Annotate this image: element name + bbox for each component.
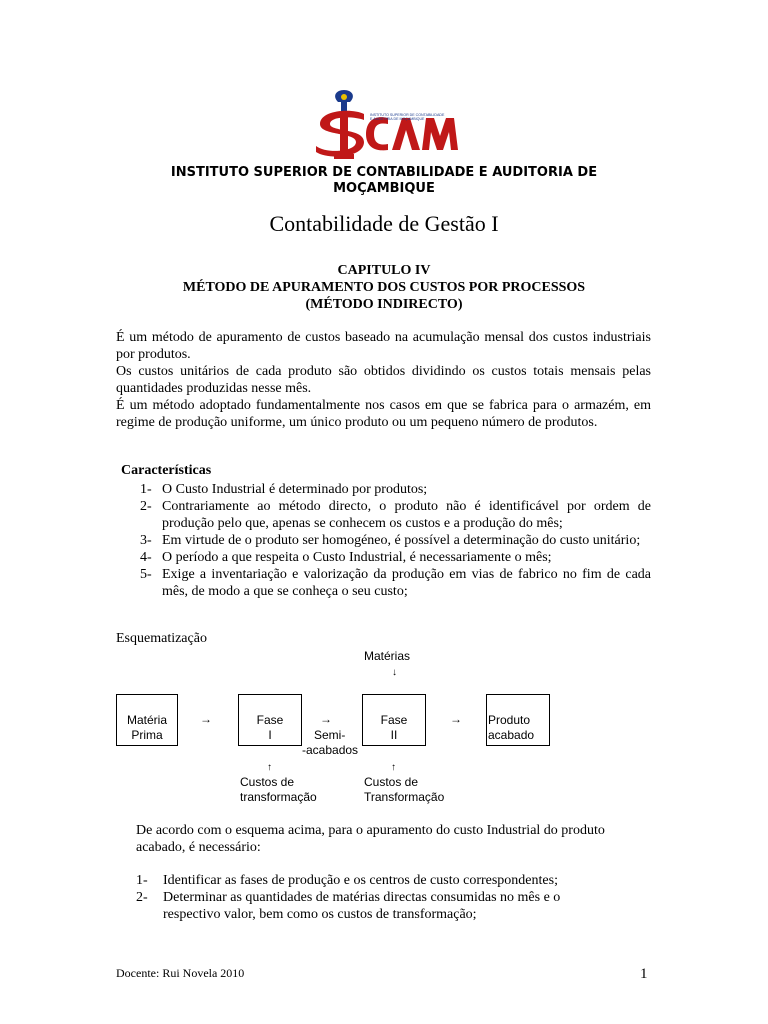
item-text: O Custo Industrial é determinado por produtos; — [162, 482, 428, 497]
item-text: O período a que respeita o Custo Industrial, é necessariamente o mês; — [162, 550, 552, 565]
down-arrow-icon: ↓ — [392, 667, 397, 678]
chapter-title: MÉTODO DE APURAMENTO DOS CUSTOS POR PROCESSOS — [182, 280, 586, 295]
semi-label: Semi- — [314, 728, 346, 742]
list-item — [116, 481, 651, 498]
list-item — [116, 549, 651, 566]
up-arrow-icon: ↑ — [267, 762, 272, 773]
box-fase-1 — [238, 694, 302, 746]
iscam-logo — [312, 88, 462, 160]
course-title: Contabilidade de Gestão I — [269, 211, 499, 236]
list-item — [116, 566, 651, 600]
list-item — [136, 889, 616, 923]
custos-transformacao-1 — [240, 775, 317, 805]
box-line: Produto — [488, 713, 531, 727]
list-item — [116, 498, 651, 532]
logo-small-line-1: INSTITUTO SUPERIOR DE CONTABILIDADE — [370, 113, 445, 117]
conclusion-paragraph: De acordo com o esquema acima, para o apuramento do custo Industrial do produto acabado, é necessário: — [136, 823, 605, 855]
intro-text — [116, 329, 651, 431]
custos-transformacao-2 — [364, 775, 444, 805]
item-number: 2- — [140, 499, 152, 514]
item-text: Exige a inventariação e valorização da produção em vias de fabrico no fim de cada mês, de modo a que se conheça o seu custo; — [162, 567, 651, 599]
box-line: I — [268, 728, 272, 742]
right-arrow-icon: → — [450, 712, 462, 726]
box-line: Fase — [256, 713, 284, 727]
item-number: 1- — [136, 873, 148, 888]
list-item — [116, 532, 651, 549]
box-line: Matéria — [126, 713, 167, 727]
page-number: 1 — [640, 966, 648, 982]
item-number: 3- — [140, 533, 152, 548]
item-number: 5- — [140, 567, 152, 582]
institute-name: INSTITUTO SUPERIOR DE CONTABILIDADE E AUDITORIA DE MOÇAMBIQUE — [170, 165, 598, 196]
chapter-subtitle: (MÉTODO INDIRECTO) — [305, 297, 463, 312]
item-number: 1- — [140, 482, 152, 497]
semi-acabados-label: -acabados — [302, 743, 359, 757]
custos-line: Transformação — [364, 790, 445, 804]
materias-label: Matérias — [364, 649, 411, 663]
intro-paragraph: É um método de apuramento de custos baseado na acumulação mensal dos custos industriais por produtos. — [116, 330, 651, 362]
item-number: 4- — [140, 550, 152, 565]
footer-docente: Docente: Rui Novela 2010 — [116, 966, 245, 980]
box-line: Prima — [131, 728, 163, 742]
logo-small-line-2: E AUDITORIA DE MOÇAMBIQUE — [370, 117, 425, 121]
item-text: Identificar as fases de produção e os centros de custo correspondentes; — [163, 873, 558, 888]
steps-list — [136, 872, 616, 923]
box-fase-2 — [362, 694, 426, 746]
custos-line: Custos de — [364, 775, 419, 789]
characteristics-title: Características — [121, 463, 212, 478]
box-materia-prima — [116, 694, 178, 746]
intro-paragraph: Os custos unitários de cada produto são obtidos dividindo os custos totais mensais pelas quantidades produzidas nesse mês. — [116, 364, 651, 396]
up-arrow-icon: ↑ — [391, 762, 396, 773]
chapter-heading — [100, 262, 668, 313]
box-line: Fase — [380, 713, 408, 727]
item-number: 2- — [136, 890, 148, 905]
scheme-title: Esquematização — [116, 631, 207, 646]
right-arrow-icon: → — [200, 712, 212, 726]
custos-line: transformação — [240, 790, 317, 804]
right-arrow-icon: → — [320, 712, 332, 726]
list-item — [136, 872, 616, 889]
box-line: acabado — [488, 728, 535, 742]
box-line: II — [390, 728, 398, 742]
characteristics-list — [116, 481, 651, 600]
item-text: Em virtude de o produto ser homogéneo, é possível a determinação do custo unitário; — [162, 533, 641, 548]
intro-paragraph: É um método adoptado fundamentalmente nos casos em que se fabrica para o armazém, em regime de produção uniforme, um único produto ou um pequeno número de produtos. — [116, 398, 651, 430]
iscam-logo-graphic — [312, 88, 462, 160]
item-text: Contrariamente ao método directo, o produto não é identificável por ordem de produção pelo que, apenas se conhecem os custos e a produção do mês; — [162, 499, 651, 531]
custos-line: Custos de — [240, 775, 295, 789]
box-produto-acabado — [486, 694, 550, 746]
chapter-number: CAPITULO IV — [337, 263, 431, 278]
item-text: Determinar as quantidades de matérias directas consumidas no mês e o respectivo valor, bem como os custos de transformação; — [163, 890, 561, 922]
